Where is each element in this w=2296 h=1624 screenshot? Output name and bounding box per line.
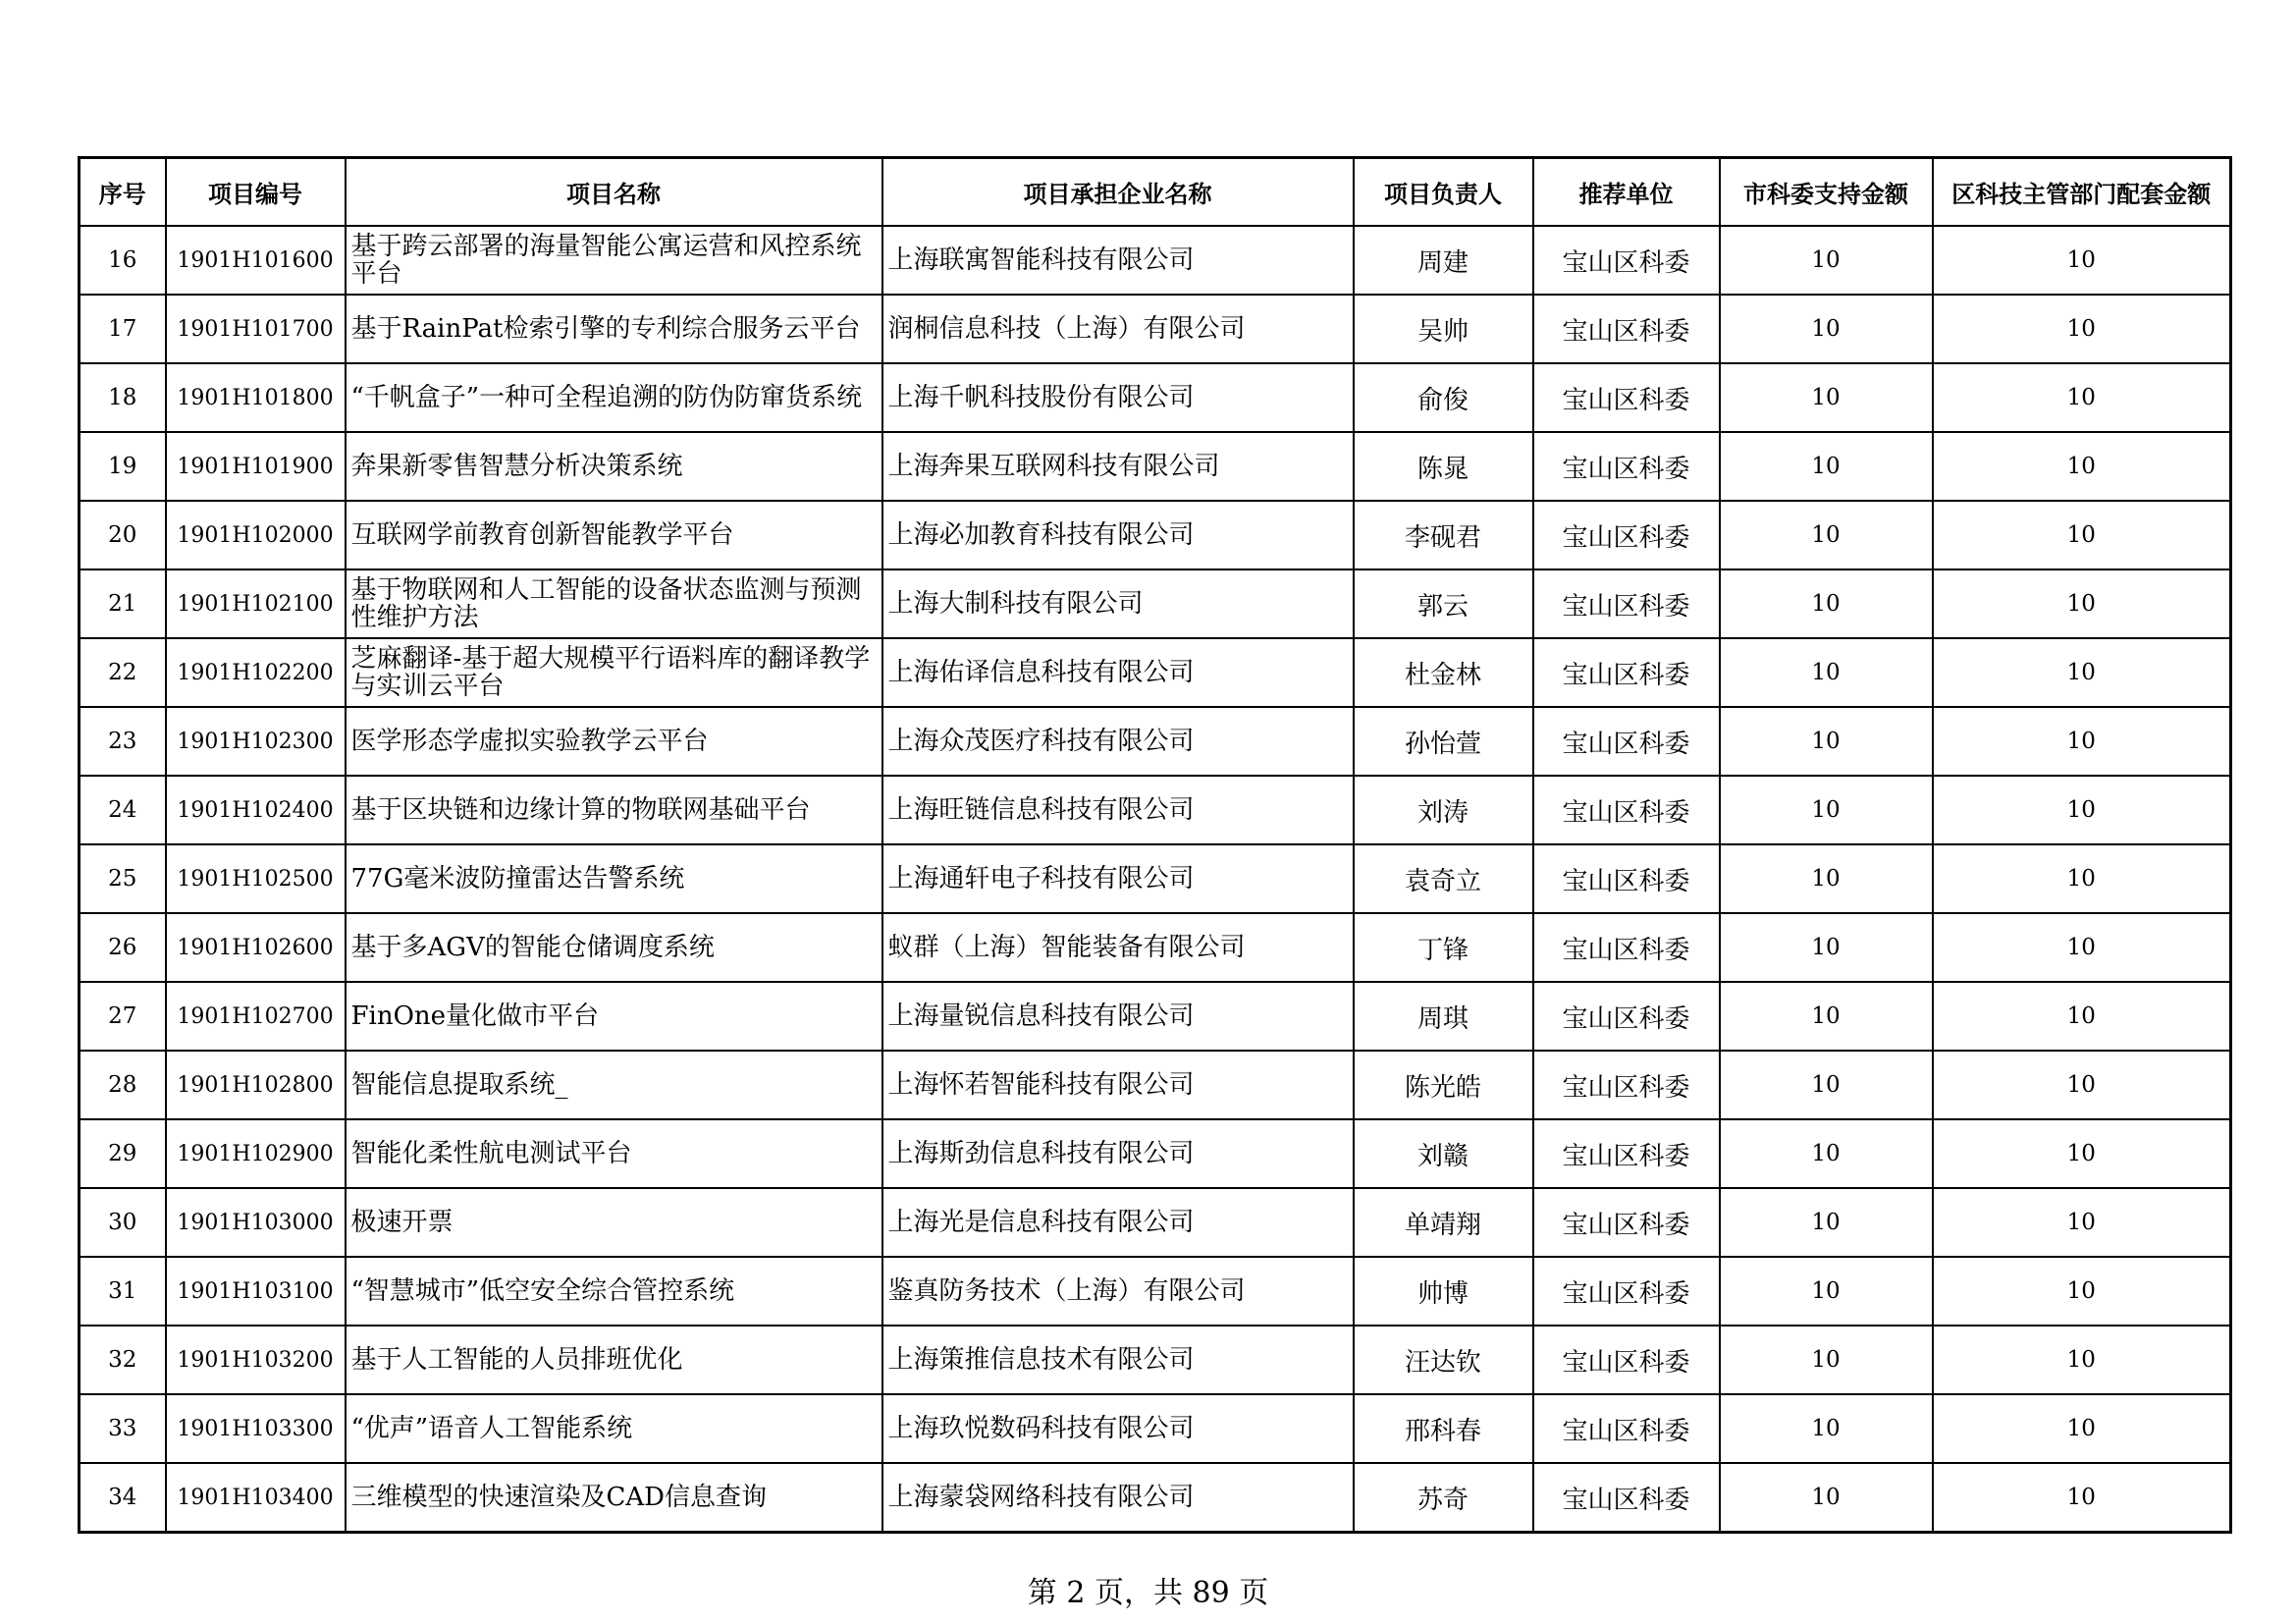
cell-unit: 宝山区科委 xyxy=(1533,501,1720,569)
cell-district-amount: 10 xyxy=(1933,638,2231,707)
cell-unit: 宝山区科委 xyxy=(1533,913,1720,982)
cell-unit: 宝山区科委 xyxy=(1533,638,1720,707)
cell-district-amount: 10 xyxy=(1933,432,2231,501)
cell-city-amount: 10 xyxy=(1720,1257,1933,1326)
cell-unit: 宝山区科委 xyxy=(1533,982,1720,1051)
cell-unit: 宝山区科委 xyxy=(1533,1394,1720,1463)
cell-city-amount: 10 xyxy=(1720,1051,1933,1119)
cell-seq: 17 xyxy=(80,295,166,363)
cell-district-amount: 10 xyxy=(1933,1051,2231,1119)
cell-city-amount: 10 xyxy=(1720,707,1933,776)
cell-unit: 宝山区科委 xyxy=(1533,1119,1720,1188)
cell-city-amount: 10 xyxy=(1720,913,1933,982)
cell-name: 智能信息提取系统_ xyxy=(346,1051,882,1119)
cell-district-amount: 10 xyxy=(1933,1119,2231,1188)
cell-name: 基于人工智能的人员排班优化 xyxy=(346,1326,882,1394)
cell-district-amount: 10 xyxy=(1933,1394,2231,1463)
table-row xyxy=(80,1051,2231,1119)
cell-company: 上海通轩电子科技有限公司 xyxy=(882,844,1354,913)
cell-company: 上海众茂医疗科技有限公司 xyxy=(882,707,1354,776)
table-row xyxy=(80,501,2231,569)
table-row xyxy=(80,569,2231,638)
table-row xyxy=(80,707,2231,776)
cell-seq: 18 xyxy=(80,363,166,432)
cell-unit: 宝山区科委 xyxy=(1533,295,1720,363)
cell-name: 基于多AGV的智能仓储调度系统 xyxy=(346,913,882,982)
cell-name: 77G毫米波防撞雷达告警系统 xyxy=(346,844,882,913)
cell-district-amount: 10 xyxy=(1933,1188,2231,1257)
cell-leader: 吴帅 xyxy=(1354,295,1533,363)
cell-leader: 帅博 xyxy=(1354,1257,1533,1326)
cell-city-amount: 10 xyxy=(1720,638,1933,707)
cell-company: 鉴真防务技术（上海）有限公司 xyxy=(882,1257,1354,1326)
cell-seq: 29 xyxy=(80,1119,166,1188)
table-row xyxy=(80,913,2231,982)
cell-company: 上海蒙袋网络科技有限公司 xyxy=(882,1463,1354,1533)
cell-unit: 宝山区科委 xyxy=(1533,432,1720,501)
cell-code: 1901H102900 xyxy=(166,1119,346,1188)
cell-company: 上海光是信息科技有限公司 xyxy=(882,1188,1354,1257)
cell-city-amount: 10 xyxy=(1720,432,1933,501)
cell-district-amount: 10 xyxy=(1933,844,2231,913)
cell-leader: 单靖翔 xyxy=(1354,1188,1533,1257)
cell-name: “千帆盒子”一种可全程追溯的防伪防窜货系统 xyxy=(346,363,882,432)
cell-leader: 汪达钦 xyxy=(1354,1326,1533,1394)
cell-district-amount: 10 xyxy=(1933,363,2231,432)
cell-district-amount: 10 xyxy=(1933,982,2231,1051)
page-number: 第 2 页，共 89 页 xyxy=(1027,1576,1269,1610)
cell-unit: 宝山区科委 xyxy=(1533,844,1720,913)
cell-district-amount: 10 xyxy=(1933,1463,2231,1533)
cell-company: 上海联寓智能科技有限公司 xyxy=(882,226,1354,295)
table-row xyxy=(80,1326,2231,1394)
cell-city-amount: 10 xyxy=(1720,569,1933,638)
cell-seq: 27 xyxy=(80,982,166,1051)
header-unit: 推荐单位 xyxy=(1533,158,1720,227)
cell-unit: 宝山区科委 xyxy=(1533,1051,1720,1119)
cell-seq: 33 xyxy=(80,1394,166,1463)
cell-leader: 周建 xyxy=(1354,226,1533,295)
cell-leader: 李砚君 xyxy=(1354,501,1533,569)
cell-leader: 郭云 xyxy=(1354,569,1533,638)
cell-seq: 31 xyxy=(80,1257,166,1326)
cell-city-amount: 10 xyxy=(1720,226,1933,295)
cell-district-amount: 10 xyxy=(1933,1257,2231,1326)
header-company: 项目承担企业名称 xyxy=(882,158,1354,227)
cell-city-amount: 10 xyxy=(1720,501,1933,569)
cell-unit: 宝山区科委 xyxy=(1533,1326,1720,1394)
cell-leader: 袁奇立 xyxy=(1354,844,1533,913)
cell-company: 上海量锐信息科技有限公司 xyxy=(882,982,1354,1051)
cell-city-amount: 10 xyxy=(1720,1119,1933,1188)
cell-code: 1901H102500 xyxy=(166,844,346,913)
table-header xyxy=(80,158,2231,227)
table-row xyxy=(80,363,2231,432)
cell-company: 上海斯劲信息科技有限公司 xyxy=(882,1119,1354,1188)
table-row xyxy=(80,295,2231,363)
cell-company: 上海策推信息技术有限公司 xyxy=(882,1326,1354,1394)
cell-company: 上海玖悦数码科技有限公司 xyxy=(882,1394,1354,1463)
cell-unit: 宝山区科委 xyxy=(1533,1188,1720,1257)
cell-leader: 周琪 xyxy=(1354,982,1533,1051)
cell-city-amount: 10 xyxy=(1720,1394,1933,1463)
cell-code: 1901H102300 xyxy=(166,707,346,776)
cell-name: 基于区块链和边缘计算的物联网基础平台 xyxy=(346,776,882,844)
cell-company: 上海奔果互联网科技有限公司 xyxy=(882,432,1354,501)
cell-name: 基于物联网和人工智能的设备状态监测与预测性维护方法 xyxy=(346,569,882,638)
cell-city-amount: 10 xyxy=(1720,1188,1933,1257)
cell-company: 上海必加教育科技有限公司 xyxy=(882,501,1354,569)
cell-seq: 19 xyxy=(80,432,166,501)
cell-seq: 24 xyxy=(80,776,166,844)
table-row xyxy=(80,1394,2231,1463)
cell-code: 1901H102700 xyxy=(166,982,346,1051)
cell-name: “智慧城市”低空安全综合管控系统 xyxy=(346,1257,882,1326)
cell-name: 医学形态学虚拟实验教学云平台 xyxy=(346,707,882,776)
cell-name: “优声”语音人工智能系统 xyxy=(346,1394,882,1463)
cell-seq: 28 xyxy=(80,1051,166,1119)
cell-name: 互联网学前教育创新智能教学平台 xyxy=(346,501,882,569)
cell-seq: 21 xyxy=(80,569,166,638)
cell-district-amount: 10 xyxy=(1933,707,2231,776)
cell-code: 1901H101900 xyxy=(166,432,346,501)
cell-name: FinOne量化做市平台 xyxy=(346,982,882,1051)
cell-name: 奔果新零售智慧分析决策系统 xyxy=(346,432,882,501)
cell-name: 极速开票 xyxy=(346,1188,882,1257)
table-row xyxy=(80,982,2231,1051)
cell-leader: 刘赣 xyxy=(1354,1119,1533,1188)
cell-leader: 陈晁 xyxy=(1354,432,1533,501)
cell-district-amount: 10 xyxy=(1933,501,2231,569)
cell-code: 1901H103000 xyxy=(166,1188,346,1257)
cell-seq: 30 xyxy=(80,1188,166,1257)
cell-city-amount: 10 xyxy=(1720,363,1933,432)
table-row xyxy=(80,776,2231,844)
header-leader: 项目负责人 xyxy=(1354,158,1533,227)
cell-city-amount: 10 xyxy=(1720,1463,1933,1533)
cell-district-amount: 10 xyxy=(1933,1326,2231,1394)
cell-unit: 宝山区科委 xyxy=(1533,776,1720,844)
cell-company: 上海大制科技有限公司 xyxy=(882,569,1354,638)
table-row xyxy=(80,1119,2231,1188)
cell-unit: 宝山区科委 xyxy=(1533,569,1720,638)
header-row xyxy=(80,158,2231,227)
table-row xyxy=(80,844,2231,913)
cell-code: 1901H102600 xyxy=(166,913,346,982)
cell-code: 1901H102800 xyxy=(166,1051,346,1119)
cell-district-amount: 10 xyxy=(1933,913,2231,982)
cell-code: 1901H102100 xyxy=(166,569,346,638)
table-row xyxy=(80,1463,2231,1533)
header-name: 项目名称 xyxy=(346,158,882,227)
cell-seq: 16 xyxy=(80,226,166,295)
cell-leader: 孙怡萱 xyxy=(1354,707,1533,776)
cell-company: 上海佑译信息科技有限公司 xyxy=(882,638,1354,707)
cell-unit: 宝山区科委 xyxy=(1533,1463,1720,1533)
cell-code: 1901H102000 xyxy=(166,501,346,569)
cell-code: 1901H103300 xyxy=(166,1394,346,1463)
cell-city-amount: 10 xyxy=(1720,776,1933,844)
cell-company: 蚁群（上海）智能装备有限公司 xyxy=(882,913,1354,982)
cell-leader: 陈光皓 xyxy=(1354,1051,1533,1119)
header-city-amount: 市科委支持金额 xyxy=(1720,158,1933,227)
cell-name: 三维模型的快速渲染及CAD信息查询 xyxy=(346,1463,882,1533)
cell-name: 智能化柔性航电测试平台 xyxy=(346,1119,882,1188)
table-row xyxy=(80,226,2231,295)
cell-unit: 宝山区科委 xyxy=(1533,226,1720,295)
cell-leader: 俞俊 xyxy=(1354,363,1533,432)
cell-seq: 25 xyxy=(80,844,166,913)
cell-code: 1901H102200 xyxy=(166,638,346,707)
cell-seq: 23 xyxy=(80,707,166,776)
table-row xyxy=(80,638,2231,707)
cell-company: 润桐信息科技（上海）有限公司 xyxy=(882,295,1354,363)
cell-leader: 丁锋 xyxy=(1354,913,1533,982)
header-district-amount: 区科技主管部门配套金额 xyxy=(1933,158,2231,227)
cell-company: 上海怀若智能科技有限公司 xyxy=(882,1051,1354,1119)
header-code: 项目编号 xyxy=(166,158,346,227)
project-table xyxy=(78,156,2232,1534)
cell-seq: 26 xyxy=(80,913,166,982)
cell-name: 基于跨云部署的海量智能公寓运营和风控系统平台 xyxy=(346,226,882,295)
cell-code: 1901H103400 xyxy=(166,1463,346,1533)
cell-code: 1901H101700 xyxy=(166,295,346,363)
cell-unit: 宝山区科委 xyxy=(1533,1257,1720,1326)
cell-seq: 20 xyxy=(80,501,166,569)
cell-name: 基于RainPat检索引擎的专利综合服务云平台 xyxy=(346,295,882,363)
cell-code: 1901H101600 xyxy=(166,226,346,295)
cell-leader: 邢科春 xyxy=(1354,1394,1533,1463)
cell-seq: 34 xyxy=(80,1463,166,1533)
cell-leader: 杜金林 xyxy=(1354,638,1533,707)
header-seq: 序号 xyxy=(80,158,166,227)
cell-leader: 苏奇 xyxy=(1354,1463,1533,1533)
cell-city-amount: 10 xyxy=(1720,982,1933,1051)
cell-city-amount: 10 xyxy=(1720,295,1933,363)
cell-leader: 刘涛 xyxy=(1354,776,1533,844)
cell-company: 上海千帆科技股份有限公司 xyxy=(882,363,1354,432)
cell-code: 1901H101800 xyxy=(166,363,346,432)
cell-company: 上海旺链信息科技有限公司 xyxy=(882,776,1354,844)
cell-code: 1901H102400 xyxy=(166,776,346,844)
cell-code: 1901H103200 xyxy=(166,1326,346,1394)
table-row xyxy=(80,1257,2231,1326)
cell-name: 芝麻翻译-基于超大规模平行语料库的翻译教学与实训云平台 xyxy=(346,638,882,707)
cell-unit: 宝山区科委 xyxy=(1533,363,1720,432)
table-body xyxy=(80,226,2231,1533)
cell-seq: 22 xyxy=(80,638,166,707)
cell-code: 1901H103100 xyxy=(166,1257,346,1326)
table-row xyxy=(80,432,2231,501)
cell-district-amount: 10 xyxy=(1933,776,2231,844)
cell-district-amount: 10 xyxy=(1933,569,2231,638)
table-row xyxy=(80,1188,2231,1257)
cell-seq: 32 xyxy=(80,1326,166,1394)
cell-city-amount: 10 xyxy=(1720,844,1933,913)
cell-district-amount: 10 xyxy=(1933,226,2231,295)
cell-unit: 宝山区科委 xyxy=(1533,707,1720,776)
cell-district-amount: 10 xyxy=(1933,295,2231,363)
cell-city-amount: 10 xyxy=(1720,1326,1933,1394)
